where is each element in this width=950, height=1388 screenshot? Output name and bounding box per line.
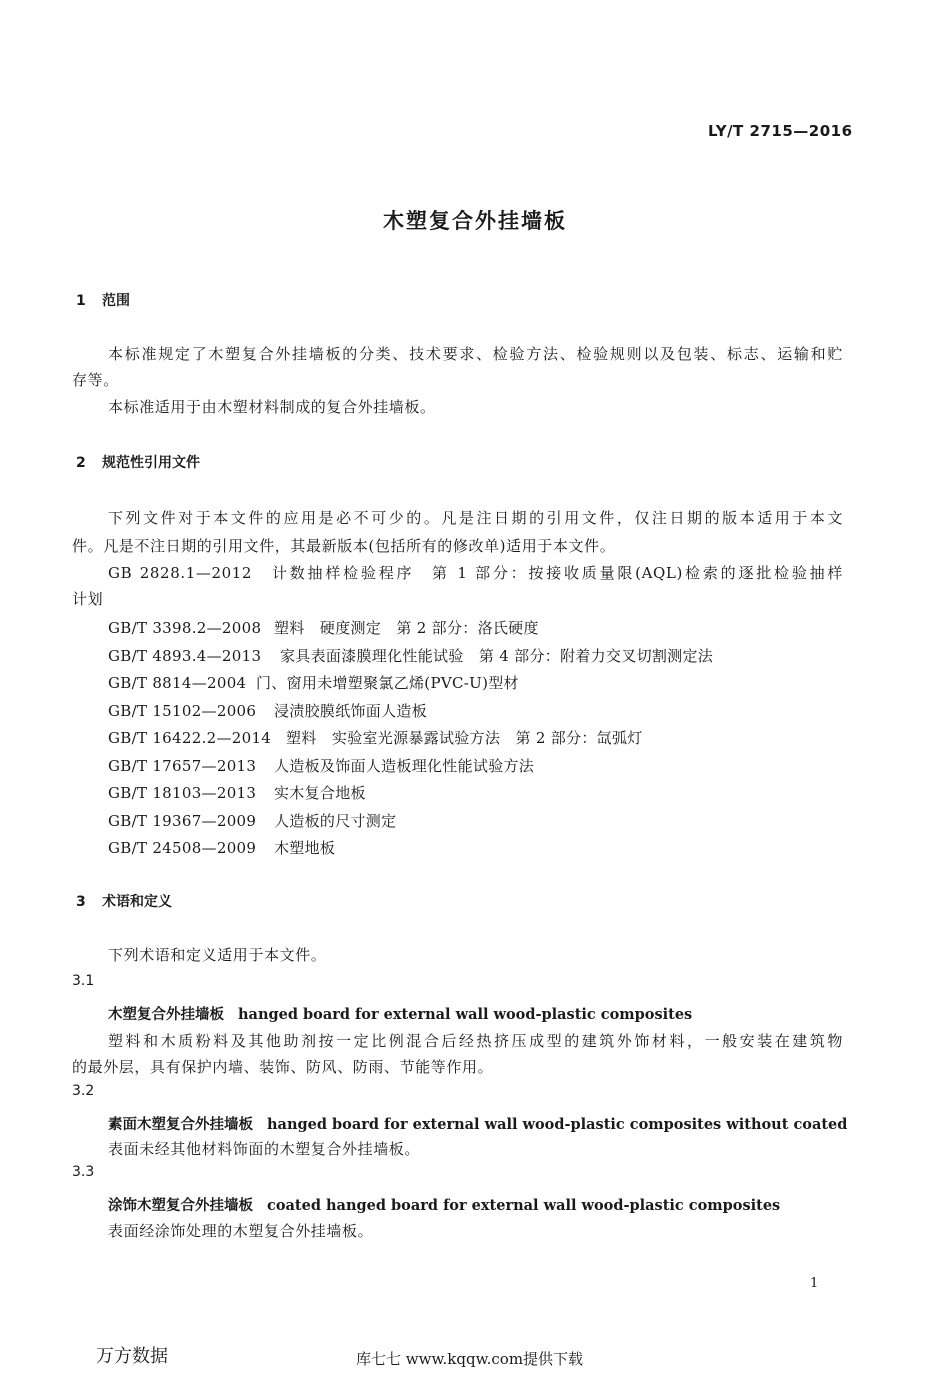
scope-paragraph-line: 本标准规定了木塑复合外挂墙板的分类、技术要求、检验方法、检验规则以及包装、标志、运输和贮: [108, 345, 843, 363]
reference-item: [108, 837, 335, 858]
reference-code: GB/T 24508—2009: [108, 839, 257, 857]
scope-paragraph-line: 存等。: [72, 371, 119, 389]
reference-title: 木塑地板: [274, 839, 336, 857]
section-number: 3: [76, 894, 86, 910]
term-name-zh: 素面木塑复合外挂墙板: [108, 1117, 253, 1133]
scope-paragraph: 本标准适用于由木塑材料制成的复合外挂墙板。: [108, 398, 436, 416]
references-intro-line: 件。凡是不注日期的引用文件，其最新版本(包括所有的修改单)适用于本文件。: [72, 537, 616, 555]
footer-download-note: 库七七 www.kqqw.com提供下载: [356, 1350, 584, 1368]
section-title: 规范性引用文件: [102, 455, 200, 471]
reference-item-continuation: 计划: [72, 590, 104, 608]
reference-code: GB/T 8814—2004: [108, 674, 247, 692]
term-definition-line: 塑料和木质粉料及其他助剂按一定比例混合后经热挤压成型的建筑外饰材料，一般安装在建筑物: [108, 1032, 843, 1050]
reference-item: [108, 672, 519, 693]
section-3-heading: [76, 891, 172, 911]
references-intro-line: 下列文件对于本文件的应用是必不可少的。凡是注日期的引用文件，仅注日期的版本适用于本文: [108, 509, 843, 527]
page-number: 1: [810, 1276, 819, 1291]
reference-code: GB/T 19367—2009: [108, 812, 257, 830]
reference-title: 人造板及饰面人造板理化性能试验方法: [274, 757, 535, 775]
document-title: 木塑复合外挂墙板: [383, 209, 567, 233]
term-definition: 表面未经其他材料饰面的木塑复合外挂墙板。: [108, 1140, 421, 1158]
reference-code: GB/T 17657—2013: [108, 757, 257, 775]
section-title: 术语和定义: [102, 894, 172, 910]
term-name-en: hanged board for external wall wood-plastic composites: [238, 1006, 693, 1023]
footer-watermark-left: 万方数据: [96, 1346, 168, 1367]
reference-item: GB 2828.1—2012 计数抽样检验程序 第 1 部分：按接收质量限(AQL)检索的逐批检验抽样: [108, 564, 843, 582]
term-name-en: hanged board for external wall wood-plastic composites without coated: [267, 1116, 848, 1133]
section-title: 范围: [102, 293, 130, 309]
section-1-heading: [76, 290, 130, 310]
reference-code: GB/T 18103—2013: [108, 784, 257, 802]
reference-title: 塑料 实验室光源暴露试验方法 第 2 部分：氙弧灯: [286, 729, 643, 747]
term-name: [108, 1194, 780, 1215]
reference-code: GB/T 3398.2—2008: [108, 619, 262, 637]
term-name-zh: 木塑复合外挂墙板: [108, 1007, 224, 1023]
reference-title: 塑料 硬度测定 第 2 部分：洛氏硬度: [274, 619, 539, 637]
reference-title: 家具表面漆膜理化性能试验 第 4 部分：附着力交叉切割测定法: [280, 647, 714, 665]
section-number: 2: [76, 455, 86, 471]
term-number: 3.3: [72, 1164, 95, 1180]
section-number: 1: [76, 293, 86, 309]
reference-item: [108, 782, 366, 803]
term-definition-line: 的最外层，具有保护内墙、装饰、防风、防雨、节能等作用。: [72, 1058, 494, 1076]
reference-title: 实木复合地板: [274, 784, 366, 802]
reference-code: GB/T 16422.2—2014: [108, 729, 272, 747]
reference-code: GB/T 15102—2006: [108, 702, 257, 720]
reference-item: [108, 700, 427, 721]
term-name-en: coated hanged board for external wall wood-plastic composites: [267, 1197, 781, 1214]
reference-item: [108, 727, 643, 748]
reference-title: 浸渍胶膜纸饰面人造板: [274, 702, 428, 720]
reference-title: 人造板的尺寸测定: [274, 812, 397, 830]
term-name: [108, 1003, 692, 1024]
reference-item: [108, 810, 396, 831]
term-number: 3.1: [72, 973, 95, 989]
section-2-heading: [76, 452, 200, 472]
reference-item: [108, 645, 713, 666]
term-definition: 表面经涂饰处理的木塑复合外挂墙板。: [108, 1222, 374, 1240]
reference-item: [108, 755, 534, 776]
term-name-zh: 涂饰木塑复合外挂墙板: [108, 1198, 253, 1214]
term-number: 3.2: [72, 1083, 95, 1099]
standard-number: LY/T 2715—2016: [708, 122, 853, 140]
reference-title: 门、窗用未增塑聚氯乙烯(PVC-U)型材: [256, 674, 519, 692]
reference-code: GB/T 4893.4—2013: [108, 647, 262, 665]
terms-intro: 下列术语和定义适用于本文件。: [108, 946, 327, 964]
term-name: [108, 1113, 847, 1134]
reference-item: [108, 617, 539, 638]
